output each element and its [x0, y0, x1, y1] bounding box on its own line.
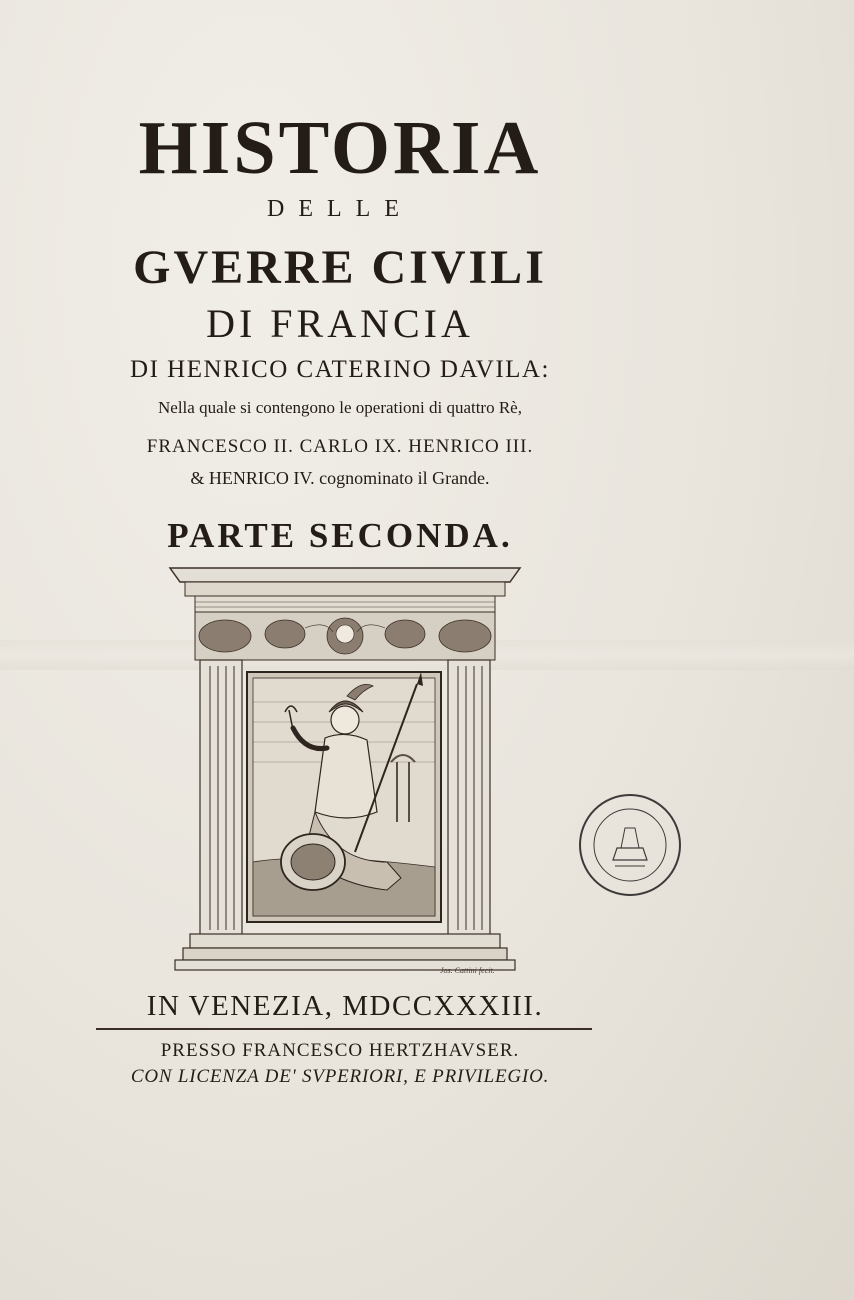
kings-line: FRANCESCO II. CARLO IX. HENRICO III.	[146, 436, 534, 457]
engraver-signature: Jos. Cattini fecit.	[440, 966, 495, 975]
subtitle-line: Nella quale si contengono le operationi di quattro Rè,	[158, 398, 522, 417]
imprint-place-date: IN VENEZIA, MDCCXXXIII.	[146, 990, 544, 1022]
frontispiece-engraving	[165, 562, 525, 982]
title-delle: DELLE	[267, 196, 413, 222]
title-guerre-civili: GVERRE CIVILI	[133, 241, 547, 294]
imprint-printer: PRESSO FRANCESCO HERTZHAVSER.	[160, 1040, 520, 1061]
imprint-license: CON LICENZA DE' SVPERIORI, E PRIVILEGIO.	[130, 1066, 550, 1087]
kings-line-2: & HENRICO IV. cognominato il Grande.	[190, 468, 490, 488]
title-di-francia: DI FRANCIA	[206, 301, 474, 346]
part-heading: PARTE SECONDA.	[167, 516, 513, 555]
author-line: DI HENRICO CATERINO DAVILA:	[130, 356, 550, 383]
title-historia: HISTORIA	[138, 106, 542, 190]
minerva-frame-illustration	[165, 562, 525, 982]
imprint-rule	[96, 1028, 592, 1030]
library-stamp-seal	[575, 790, 685, 900]
library-stamp	[575, 790, 685, 900]
